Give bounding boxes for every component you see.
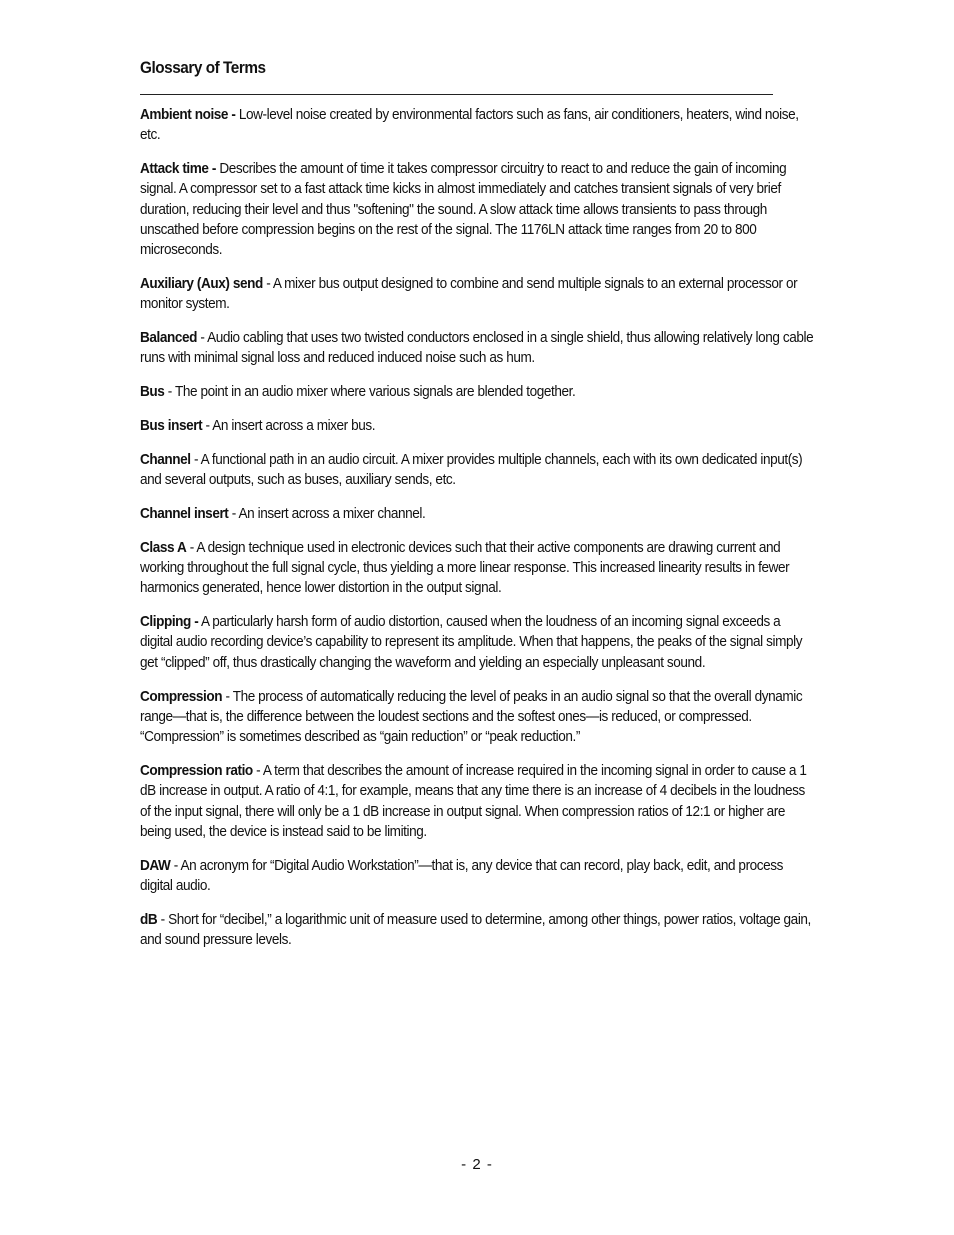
glossary-entry-balanced	[140, 328, 815, 369]
glossary-term: Channel insert	[140, 505, 229, 522]
glossary-entry-channel-insert	[140, 504, 815, 524]
glossary-entry-class-a	[140, 538, 815, 599]
glossary-entry-compression-ratio	[140, 761, 815, 842]
page-title: Glossary of Terms	[140, 58, 266, 77]
glossary-entry-daw	[140, 856, 815, 897]
glossary-definition: - An insert across a mixer bus.	[202, 418, 376, 435]
glossary-entry-aux-send	[140, 274, 815, 315]
glossary-term: Balanced	[140, 330, 198, 347]
glossary-definition: - A term that describes the amount of increase required in the incoming signal in order to cause a 1 dB increase in output. A ratio of 4:1, for example, means that any time there is an increase of 4 decibels in the loudness of the input signal, there will only be a 1 dB increase in output signal. When compression ratios of 12:1 or higher are being used, the device is instead said to be limiting.	[140, 762, 807, 840]
glossary-term: Compression	[140, 688, 223, 705]
glossary-term: DAW	[140, 857, 171, 874]
glossary-definition: Describes the amount of time it takes compressor circuitry to react to and reduce the gain of incoming signal. A compressor set to a fast attack time kicks in almost immediately and catches transient signals of very brief duration, reducing their level and thus "softening" the sound. A slow attack time allows transients to pass through unscathed before compression begins on the rest of the signal. The 1176LN attack time ranges from 20 to 800 microseconds.	[140, 161, 787, 259]
glossary-entry-ambient-noise	[140, 105, 815, 146]
glossary-entry-bus-insert	[140, 416, 815, 436]
glossary-definition: Low-level noise created by environmental factors such as fans, air conditioners, heaters, wind noise, etc.	[140, 107, 799, 144]
glossary-term: Compression ratio	[140, 762, 253, 779]
glossary-term: Class A	[140, 539, 187, 556]
glossary-term: Clipping -	[140, 614, 199, 631]
glossary-entry-channel	[140, 450, 815, 491]
glossary-definition: - A mixer bus output designed to combine and send multiple signals to an external processor or monitor system.	[140, 276, 798, 313]
glossary-definition: - An acronym for “Digital Audio Workstation”—that is, any device that can record, play back, edit, and process digital audio.	[140, 857, 784, 894]
glossary-term: Attack time -	[140, 161, 217, 178]
glossary-entry-clipping	[140, 612, 815, 673]
glossary-term: Bus	[140, 384, 165, 401]
glossary-definition: - Audio cabling that uses two twisted conductors enclosed in a single shield, thus allowing relatively long cable runs with minimal signal loss and reduced induced noise such as hum.	[140, 330, 814, 367]
glossary-entry-compression	[140, 687, 815, 748]
glossary-term: Ambient noise -	[140, 107, 236, 123]
title-underline	[140, 94, 773, 95]
glossary-entry-attack-time	[140, 159, 815, 260]
glossary-entry-db	[140, 910, 815, 951]
glossary-definition: - Short for “decibel,” a logarithmic unit of measure used to determine, among other things, power ratios, voltage gain, and sound pressure levels.	[140, 911, 811, 948]
glossary-page	[140, 56, 815, 964]
glossary-term: dB	[140, 911, 158, 928]
glossary-definition: - A functional path in an audio circuit. A mixer provides multiple channels, each with its own dedicated input(s) and several outputs, such as buses, auxiliary sends, etc.	[140, 451, 803, 489]
glossary-entry-bus	[140, 382, 815, 402]
glossary-term: Auxiliary (Aux) send	[140, 276, 263, 293]
glossary-definition: - The process of automatically reducing the level of peaks in an audio signal so that the overall dynamic range—that is, the difference between the loudest sections and the softest ones—is reduced, or compressed. “Compression” is sometimes described as “gain reduction” or “peak reduction.”	[140, 688, 803, 746]
glossary-definition: - The point in an audio mixer where various signals are blended together.	[164, 384, 576, 401]
glossary-definition: - An insert across a mixer channel.	[228, 505, 426, 522]
glossary-term: Channel	[140, 451, 191, 468]
glossary-term: Bus insert	[140, 418, 203, 435]
page-number: - 2 -	[461, 1156, 493, 1173]
glossary-definition: - A design technique used in electronic devices such that their active components are drawing current and working throughout the full signal cycle, thus yielding a more linear response. This increased linearity results in fewer harmonics generated, hence lower distortion in the output signal.	[140, 539, 790, 597]
glossary-definition: A particularly harsh form of audio distortion, caused when the loudness of an incoming signal exceeds a digital audio recording device’s capability to represent its amplitude. When that happens, the peaks of the signal simply get “clipped” off, thus drastically changing the waveform and yielding an especially unpleasant sound.	[140, 614, 803, 671]
